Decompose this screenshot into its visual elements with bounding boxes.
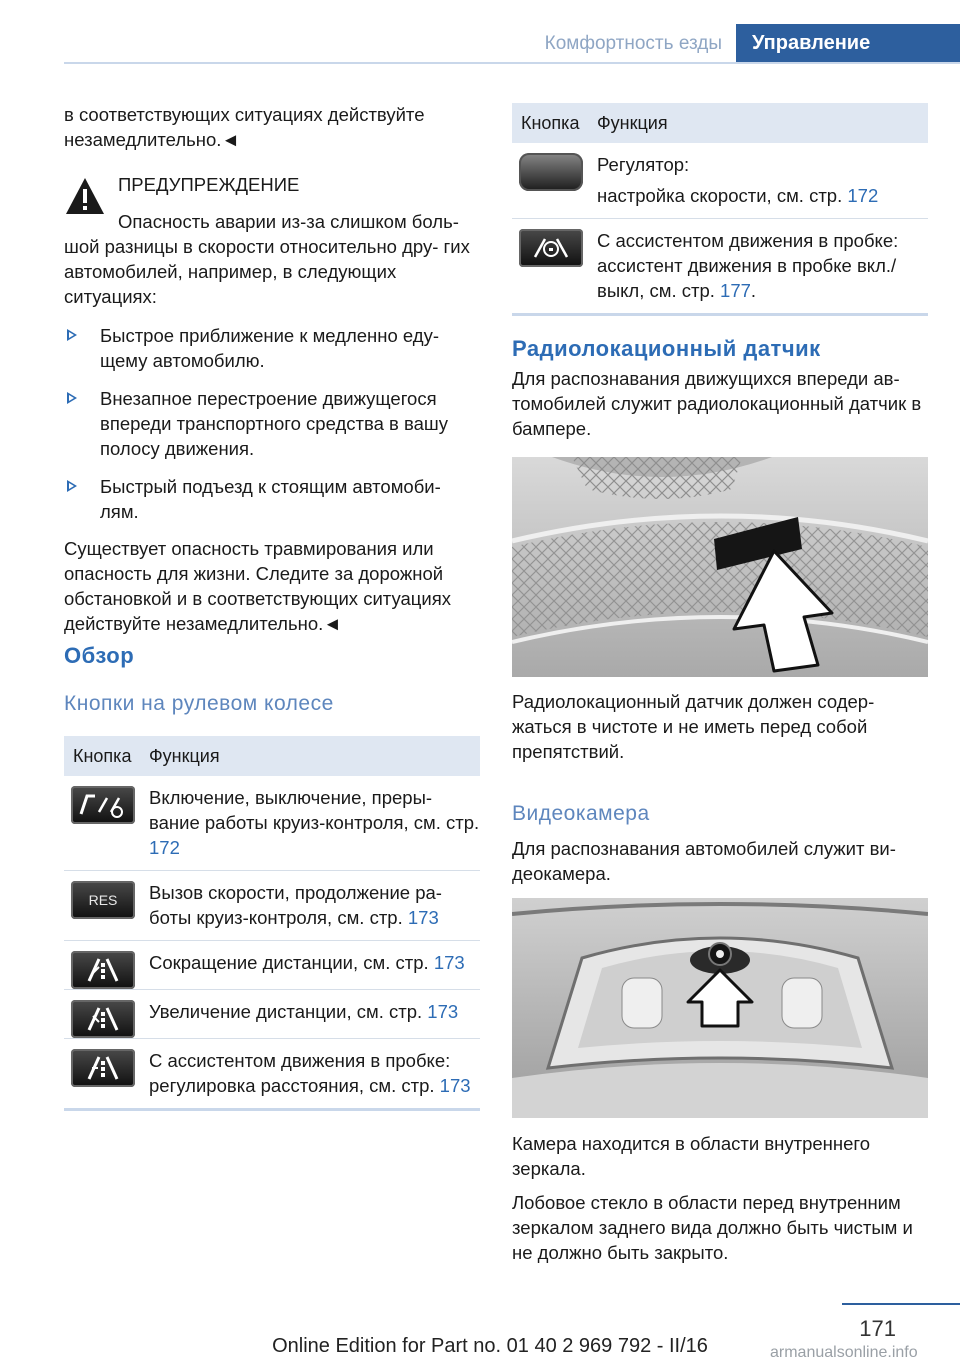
bullet-triangle-icon: [67, 329, 77, 341]
chapter-tab: Управление: [736, 24, 960, 62]
list-item: Внезапное перестроение движущегося впереди транспортного средства в вашу полосу движения.: [64, 386, 480, 461]
list-item: Быстрое приближение к медленно еду- щему автомобилю.: [64, 323, 480, 373]
camera-heading: Видеокамера: [512, 802, 650, 825]
bullet-triangle-icon: [67, 480, 77, 492]
footer-rule: [842, 1303, 960, 1305]
camera-text: Для распознавания автомобилей служит ви- деокамера.: [512, 838, 896, 884]
page-link[interactable]: 173: [439, 1075, 471, 1096]
page-number: 171: [859, 1316, 896, 1341]
radar-caption-block: [512, 689, 928, 764]
table-row: [64, 871, 480, 941]
table-header-row: [64, 736, 480, 776]
page-link[interactable]: 177: [720, 280, 751, 301]
traffic-jam-assist-distance-icon: [71, 1049, 135, 1087]
table-row: [512, 143, 928, 219]
buttons-heading: Кнопки на рулевом колесе: [64, 692, 334, 715]
edition-text: Online Edition for Part no. 01 40 2 969 792 - II/16: [272, 1335, 708, 1357]
header-rule: [64, 62, 960, 64]
radar-text-block: [512, 366, 932, 441]
list-item: Быстрый подъезд к стоящим автомоби- лям.: [64, 474, 480, 524]
table-cell: Регулятор: настройка скорости, см. стр. 172: [597, 143, 928, 219]
warning-block: [64, 209, 480, 636]
table-cell: Вызов скорости, продолжение ра- боты круиз-контроля, см. стр. 173: [149, 871, 480, 941]
table-cell: Включение, выключение, преры- вание работы круиз-контроля, см. стр. 172: [149, 776, 480, 871]
page-link[interactable]: 173: [407, 907, 439, 928]
table-header-button: Кнопка: [512, 103, 597, 143]
table-header-button: Кнопка: [64, 736, 149, 776]
warning-title-block: [118, 172, 480, 197]
page-link[interactable]: 173: [433, 952, 465, 973]
right-buttons-table: [512, 103, 928, 316]
camera-caption-block: [512, 1131, 932, 1265]
page-link[interactable]: 173: [427, 1001, 459, 1022]
table-row: [64, 990, 480, 1039]
table-header-function: Функция: [597, 103, 928, 143]
steering-assist-icon: [519, 229, 583, 267]
radar-heading: Радиолокационный датчик: [512, 336, 821, 361]
camera-caption-2: Лобовое стекло в области перед внутренним зеркалом заднего вида должно быть чистым и не должно быть закрыто.: [512, 1192, 913, 1263]
page-link[interactable]: 172: [149, 837, 180, 858]
radar-caption: Радиолокационный датчик должен содер- жаться в чистоте и не иметь перед собой препятствий.: [512, 691, 875, 762]
left-column: [64, 102, 480, 152]
table-cell: С ассистентом движения в пробке: регулировка расстояния, см. стр. 173: [149, 1039, 480, 1110]
intro-text: в соответствующих ситуациях действуйте незамедлительно.◄: [64, 104, 425, 150]
camera-text-block: [512, 836, 932, 886]
radar-text: Для распознавания движущихся впереди ав- томобилей служит радиолокационный датчик в бампере.: [512, 368, 922, 439]
rocker-switch-icon: [519, 153, 583, 191]
distance-increase-icon: [71, 1000, 135, 1038]
warning-closing: Существует опасность травмирования или опасность для жизни. Следите за дорожной обстановкой и в соответствующих ситуациях действуйте незамедлительно.◄: [64, 538, 451, 634]
page-link[interactable]: 172: [847, 185, 879, 206]
table-cell: Сокращение дистанции, см. стр. 173: [149, 941, 480, 990]
section-title: Комфортность езды: [544, 33, 722, 54]
table-row: [64, 1039, 480, 1110]
res-button-icon: RES: [71, 881, 135, 919]
table-cell: С ассистентом движения в пробке: ассистент движения в пробке вкл./ выкл, см. стр. 177.: [597, 219, 928, 315]
distance-decrease-icon: [71, 951, 135, 989]
steering-buttons-table: [64, 736, 480, 1111]
cruise-onoff-icon: [71, 786, 135, 824]
warning-title: ПРЕДУПРЕЖДЕНИЕ: [118, 174, 300, 195]
table-header-function: Функция: [149, 736, 480, 776]
table-row: [64, 776, 480, 871]
table-row: [64, 941, 480, 990]
warning-bullets: [64, 323, 480, 524]
warning-text: Опасность аварии из-за слишком боль- шой разницы в скорости относительно дру- гих автомобилей, например, в следующих ситуациях:: [64, 211, 470, 307]
table-cell: Увеличение дистанции, см. стр. 173: [149, 990, 480, 1039]
bullet-triangle-icon: [67, 392, 77, 404]
camera-photo: [512, 898, 928, 1118]
radar-sensor-photo: [512, 457, 928, 677]
camera-caption-1: Камера находится в области внутреннего зеркала.: [512, 1133, 871, 1179]
table-row: [512, 219, 928, 315]
table-header-row: [512, 103, 928, 143]
overview-heading: Обзор: [64, 643, 135, 668]
watermark: armanualsonline.info: [770, 1344, 918, 1361]
